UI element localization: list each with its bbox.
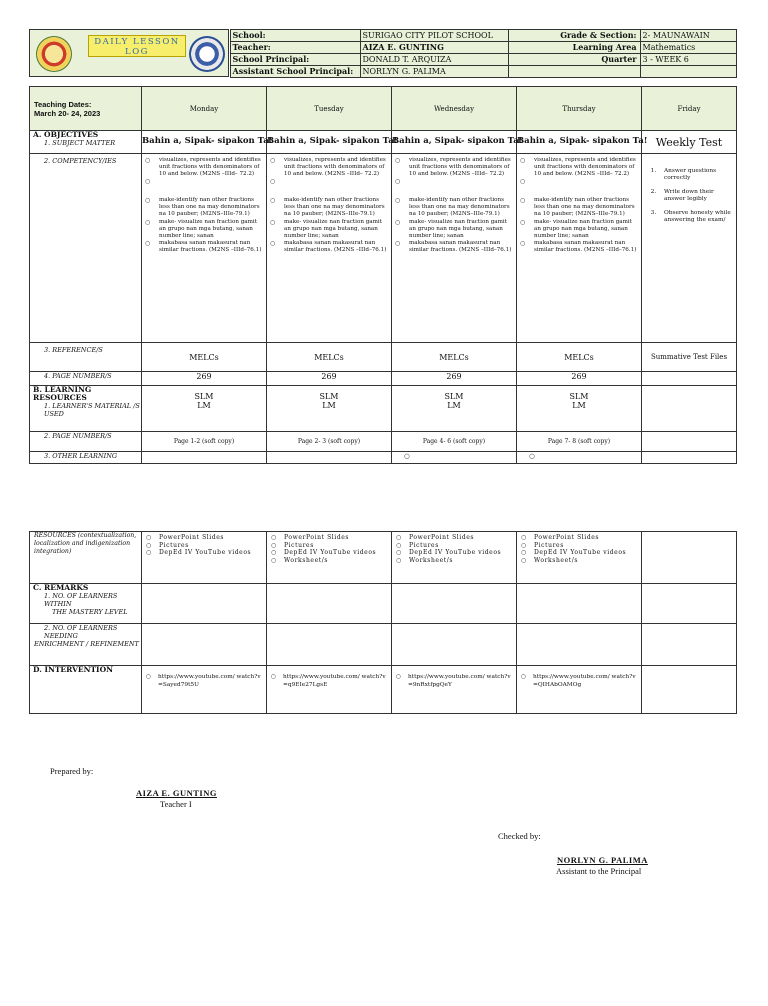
enrichment-row [30, 624, 737, 666]
checker-signature-name: NORLYN G. PALIMA [557, 855, 648, 865]
spacer [395, 178, 514, 197]
school-label: School: [230, 29, 361, 42]
lesson-log-table [29, 86, 737, 464]
empty-cell [642, 532, 737, 584]
resources-thursday [517, 532, 642, 584]
bullet-cell: ○ [517, 452, 642, 464]
page-range-thursday: Page 7- 8 (soft copy) [517, 432, 642, 452]
competency-item: ○ make-identify nan other fractions less than one na may denominators na 10 pauber; (M2NS–IIIe-79.1) [270, 197, 389, 218]
page-range-monday: Page 1-2 (soft copy) [142, 432, 267, 452]
teaching-dates-value: March 20- 24, 2023 [34, 108, 101, 118]
learners-material-monday [142, 386, 267, 432]
competency-monday [142, 154, 267, 343]
enrichment-label-2: ENRICHMENT / REFINEMENT [34, 640, 139, 648]
friday-objective-item: 3. Observe honesty while answering the exam/ [658, 210, 733, 224]
competency-item: ○ makabasa sanan makasurat nan similar fractions. (M2NS –IIId–76.1) [395, 240, 514, 254]
empty-cell [267, 452, 392, 464]
learners-material-label: 1. LEARNER'S MATERIAL /S USED [44, 402, 140, 418]
lm-label: LM [447, 401, 461, 410]
slm-label: SLM [194, 392, 214, 401]
competency-item: ○ makabasa sanan makasurat nan similar fractions. (M2NS –IIId–76.1) [145, 240, 264, 254]
friday-objectives [642, 154, 737, 343]
empty-cell [267, 584, 392, 624]
logo-cell [29, 29, 229, 77]
competency-item: ○ visualizes, represents and identifies unit fractions with denominators of 10 and below. (M2NS –IIId– 72.2) [395, 157, 514, 178]
prepared-by-label: Prepared by: [50, 766, 94, 776]
competency-item: ○ visualizes, represents and identifies unit fractions with denominators of 10 and below. (M2NS –IIId– 72.2) [270, 157, 389, 178]
dll-title-line1: DAILY LESSON [94, 37, 180, 47]
competency-label: 2. COMPETENCY/IES [30, 154, 142, 343]
learning-area-label: Learning Area [508, 41, 641, 54]
spacer [270, 178, 389, 197]
other-learning-row [30, 452, 737, 464]
intervention-row [30, 666, 737, 714]
empty-cell [642, 386, 737, 432]
page-number-thursday: 269 [517, 372, 642, 386]
teacher-value: AIZA E. GUNTING [360, 41, 509, 54]
subject-matter-thursday: Bahin a, Sipak- sipakon Ta! [517, 131, 642, 154]
day-wednesday: Wednesday [392, 87, 517, 131]
empty-cell [392, 624, 517, 666]
resource-item: ○ Pictures [521, 542, 639, 550]
competency-item: ○ make- visualize nan fraction gamit an grupo nan mga butang, sanan number line; sanan [395, 219, 514, 240]
subject-matter-wednesday: Bahin a, Sipak- sipakon Ta! [392, 131, 517, 154]
asst-principal-label: Assistant School Principal: [230, 65, 361, 78]
intervention-thursday [517, 666, 642, 714]
remarks-label: C. REMARKS [33, 583, 89, 592]
reference-row [30, 343, 737, 372]
video-link[interactable]: ○ https://www.youtube.com/ watch?v=QIHAbOAMOg [521, 674, 639, 689]
mastery-label-2: THE MASTERY LEVEL [52, 608, 128, 616]
enrichment-label: 2. NO. OF LEARNERS NEEDING [44, 624, 118, 640]
competency-item: ○ visualizes, represents and identifies unit fractions with denominators of 10 and below. (M2NS –IIId– 72.2) [145, 157, 264, 178]
enrichment-cell [30, 624, 142, 666]
reference-friday: Summative Test Files [642, 343, 737, 372]
spacer [145, 178, 264, 197]
learners-material-tuesday [267, 386, 392, 432]
lm-label: LM [572, 401, 586, 410]
video-link[interactable]: ○ https://www.youtube.com/ watch?v=9nRxtfpgQeY [396, 674, 514, 689]
bullet-cell: ○ [392, 452, 517, 464]
intervention-label: D. INTERVENTION [30, 666, 142, 714]
resources-tuesday [267, 532, 392, 584]
school-seal-icon [36, 36, 72, 72]
teaching-dates-label: Teaching Dates: [34, 99, 92, 109]
slm-label: SLM [444, 392, 464, 401]
day-friday: Friday [642, 87, 737, 131]
page-number-wednesday: 269 [392, 372, 517, 386]
subject-matter-monday: Bahin a, Sipak- sipakon Ta! [142, 131, 267, 154]
empty-cell [517, 624, 642, 666]
other-learning-label: 3. OTHER LEARNING [30, 452, 142, 464]
table-header-row [30, 87, 737, 131]
resource-item: ○ DepEd IV YouTube videos [521, 549, 639, 557]
page-numbers-row [30, 372, 737, 386]
resource-item: ○ Worksheet/s [521, 557, 639, 565]
competency-tuesday [267, 154, 392, 343]
page-range-tuesday: Page 2- 3 (soft copy) [267, 432, 392, 452]
competency-item: ○ make-identify nan other fractions less than one na may denominators na 10 pauber; (M2NS–IIIe-79.1) [395, 197, 514, 218]
reference-label: 3. REFERENCE/S [30, 343, 142, 372]
learning-resources-label: B. LEARNING RESOURCES [33, 385, 92, 402]
competency-item: ○ make-identify nan other fractions less than one na may denominators na 10 pauber; (M2NS–IIIe-79.1) [145, 197, 264, 218]
empty-cell [142, 624, 267, 666]
resource-item: ○ DepEd IV YouTube videos [146, 549, 264, 557]
quarter-label: Quarter [508, 53, 641, 66]
teacher-signature-name: AIZA E. GUNTING [136, 788, 217, 798]
objectives-cell [30, 131, 142, 154]
competency-item: ○ make- visualize nan fraction gamit an grupo nan mga butang, sanan number line; sanan [145, 219, 264, 240]
subject-matter-row [30, 131, 737, 154]
empty-cell [142, 452, 267, 464]
school-value: SURIGAO CITY PILOT SCHOOL [360, 29, 509, 42]
empty-cell [642, 372, 737, 386]
resource-item: ○ Worksheet/s [271, 557, 389, 565]
resource-item: ○ PowerPoint Slides [396, 534, 514, 542]
teacher-label: Teacher: [230, 41, 361, 54]
asst-principal-value: NORLYN G. PALIMA [360, 65, 509, 78]
reference-monday: MELCs [142, 343, 267, 372]
learning-resources-cell [30, 386, 142, 432]
competency-item: ○ make- visualize nan fraction gamit an grupo nan mga butang, sanan number line; sanan [270, 219, 389, 240]
learners-material-thursday [517, 386, 642, 432]
lm-label: LM [322, 401, 336, 410]
resource-item: ○ Pictures [146, 542, 264, 550]
empty-cell [142, 584, 267, 624]
reference-wednesday: MELCs [392, 343, 517, 372]
slm-label: SLM [319, 392, 339, 401]
principal-label: School Principal: [230, 53, 361, 66]
resource-item: ○ DepEd IV YouTube videos [271, 549, 389, 557]
empty-cell [642, 666, 737, 714]
resources-monday [142, 532, 267, 584]
intervention-tuesday [267, 666, 392, 714]
competency-thursday [517, 154, 642, 343]
empty-cell [517, 584, 642, 624]
division-seal-icon [189, 36, 225, 72]
teacher-signature-title: Teacher I [160, 799, 192, 809]
empty-cell [642, 624, 737, 666]
competency-item: ○ makabasa sanan makasurat nan similar fractions. (M2NS –IIId–76.1) [520, 240, 639, 254]
subject-matter-tuesday: Bahin a, Sipak- sipakon Ta! [267, 131, 392, 154]
resources-row [30, 532, 737, 584]
empty-cell [642, 584, 737, 624]
lesson-log-table-continued [29, 531, 737, 714]
friday-objective-item: 1. Answer questions correctly [658, 168, 733, 182]
empty-cell [640, 65, 737, 78]
empty-cell [642, 452, 737, 464]
resources-wednesday [392, 532, 517, 584]
header-info-grid [230, 29, 736, 77]
empty-cell [508, 65, 641, 78]
dll-title-line2: LOG [125, 47, 149, 57]
grade-label: Grade & Section: [508, 29, 641, 42]
mastery-label: 1. NO. OF LEARNERS WITHIN [44, 592, 118, 608]
resource-item: ○ Pictures [271, 542, 389, 550]
slm-label: SLM [569, 392, 589, 401]
reference-tuesday: MELCs [267, 343, 392, 372]
reference-thursday: MELCs [517, 343, 642, 372]
grade-value: 2- MAUNAWAIN [640, 29, 737, 42]
quarter-value: 3 - WEEK 6 [640, 53, 737, 66]
learning-resources-row [30, 386, 737, 432]
spacer [520, 178, 639, 197]
intervention-monday [142, 666, 267, 714]
competency-wednesday [392, 154, 517, 343]
friday-objective-item: 2. Write down their answer legibly [658, 189, 733, 203]
subject-matter-label: 1. SUBJECT MATTER [44, 139, 116, 147]
competency-item: ○ makabasa sanan makasurat nan similar fractions. (M2NS –IIId–76.1) [270, 240, 389, 254]
dll-header [29, 29, 736, 77]
dll-title-badge [88, 35, 186, 57]
learners-material-wednesday [392, 386, 517, 432]
resources-label: RESOURCES (contextualization, localization and indigenization integration) [30, 532, 142, 584]
checker-signature-title: Assistant to the Principal [556, 866, 642, 876]
day-monday: Monday [142, 87, 267, 131]
resource-item: ○ Worksheet/s [396, 557, 514, 565]
weekly-test-label: Weekly Test [642, 131, 737, 154]
lm-label: LM [197, 401, 211, 410]
intervention-wednesday [392, 666, 517, 714]
principal-value: DONALD T. ARQUIZA [360, 53, 509, 66]
resource-item: ○ PowerPoint Slides [146, 534, 264, 542]
objectives-label: A. OBJECTIVES [33, 130, 99, 139]
video-link[interactable]: ○ https://www.youtube.com/ watch?v=q9EIe27LgsE [271, 674, 389, 689]
page-number-monday: 269 [142, 372, 267, 386]
empty-cell [267, 624, 392, 666]
remarks-cell [30, 584, 142, 624]
competency-item: ○ visualizes, represents and identifies unit fractions with denominators of 10 and below. (M2NS –IIId– 72.2) [520, 157, 639, 178]
page-numbers2-row [30, 432, 737, 452]
resource-item: ○ DepEd IV YouTube videos [396, 549, 514, 557]
learning-area-value: Mathematics [640, 41, 737, 54]
day-tuesday: Tuesday [267, 87, 392, 131]
mastery-row [30, 584, 737, 624]
day-thursday: Thursday [517, 87, 642, 131]
video-link[interactable]: ○ https://www.youtube.com/ watch?v=Sayed79t5U [146, 674, 264, 689]
teaching-dates-cell [30, 87, 142, 131]
resource-item: ○ PowerPoint Slides [521, 534, 639, 542]
empty-cell [642, 432, 737, 452]
checked-by-label: Checked by: [498, 831, 541, 841]
competency-item: ○ make- visualize nan fraction gamit an grupo nan mga butang, sanan number line; sanan [520, 219, 639, 240]
resource-item: ○ Pictures [396, 542, 514, 550]
competency-row [30, 154, 737, 343]
page-numbers2-label: 2. PAGE NUMBER/S [30, 432, 142, 452]
page-numbers-label: 4. PAGE NUMBER/S [30, 372, 142, 386]
page-range-wednesday: Page 4- 6 (soft copy) [392, 432, 517, 452]
empty-cell [392, 584, 517, 624]
page-number-tuesday: 269 [267, 372, 392, 386]
resource-item: ○ PowerPoint Slides [271, 534, 389, 542]
competency-item: ○ make-identify nan other fractions less than one na may denominators na 10 pauber; (M2NS–IIIe-79.1) [520, 197, 639, 218]
